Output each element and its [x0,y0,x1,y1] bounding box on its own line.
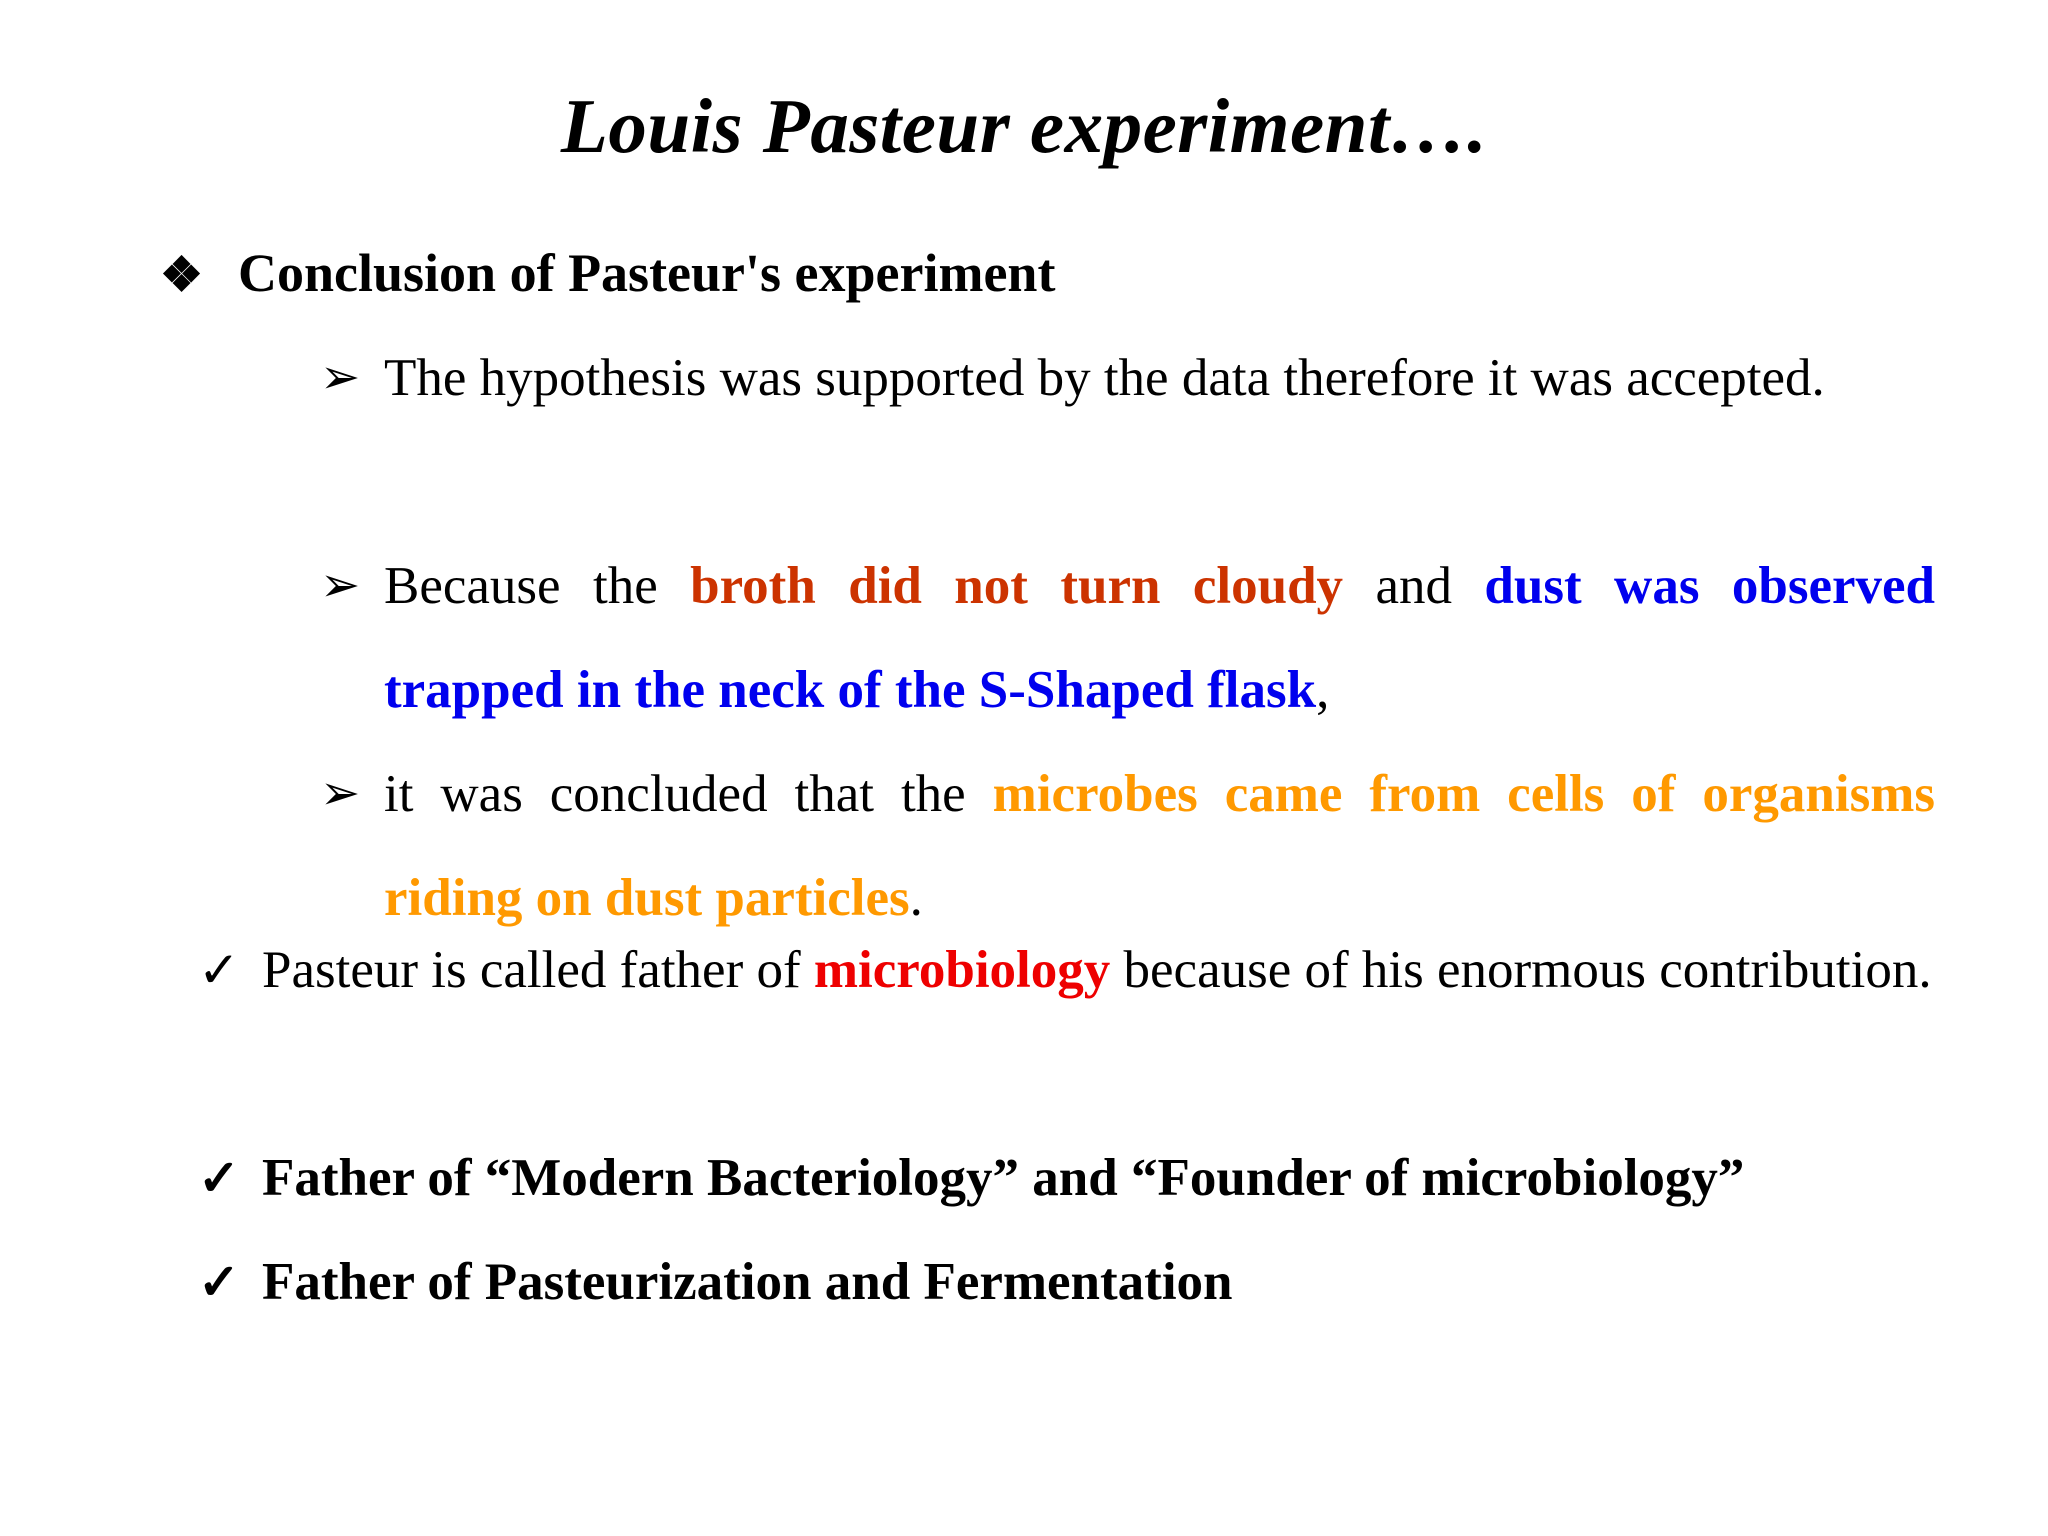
checkmark-icon: ✓ [198,1254,240,1310]
checkmark-icon: ✓ [198,942,240,998]
slide-title: Louis Pasteur experiment…. [560,83,1488,169]
arrow-bullet-icon: ➢ [320,559,361,612]
sub-point-because [320,534,1935,742]
sub-point-text: . [909,869,923,927]
check-point-text: Father of Pasteurization and Fermentation [262,1253,1233,1311]
highlight-microbiology: microbiology [813,941,1111,999]
sub-point-text: it was concluded that the [384,765,993,823]
highlight-dust: dust was observed trapped in the neck of the S-Shaped flask [384,557,1935,719]
check-point-father [198,918,1986,1022]
checkmark-icon: ✓ [198,1150,240,1206]
sub-point-text: , [1316,661,1330,719]
check-point-text: Father of “Modern Bacteriology” and “Founder of microbiology” [262,1149,1745,1207]
check-point-text: Pasteur is called father of [262,941,814,999]
check-point-text: because of his enormous contribution. [1110,941,1932,999]
sub-point-hypothesis [320,326,1935,430]
sub-point-text: and [1343,557,1485,615]
highlight-microbes: microbes came from cells of organisms riding on dust particles [384,765,1935,927]
section-heading-text: Conclusion of Pasteur's experiment [238,243,1056,303]
diamond-bullet-icon: ❖ [160,249,204,302]
arrow-bullet-icon: ➢ [320,767,361,820]
sub-point-text: Because the [384,557,691,615]
arrow-bullet-icon: ➢ [320,351,361,404]
sub-point-text: The hypothesis was supported by the data therefore it was accepted. [384,349,1825,407]
check-point-pasteurization [198,1230,1986,1334]
highlight-broth: broth did not turn cloudy [690,557,1344,615]
section-heading [160,238,1055,311]
check-point-modern-bacteriology [198,1126,1986,1230]
